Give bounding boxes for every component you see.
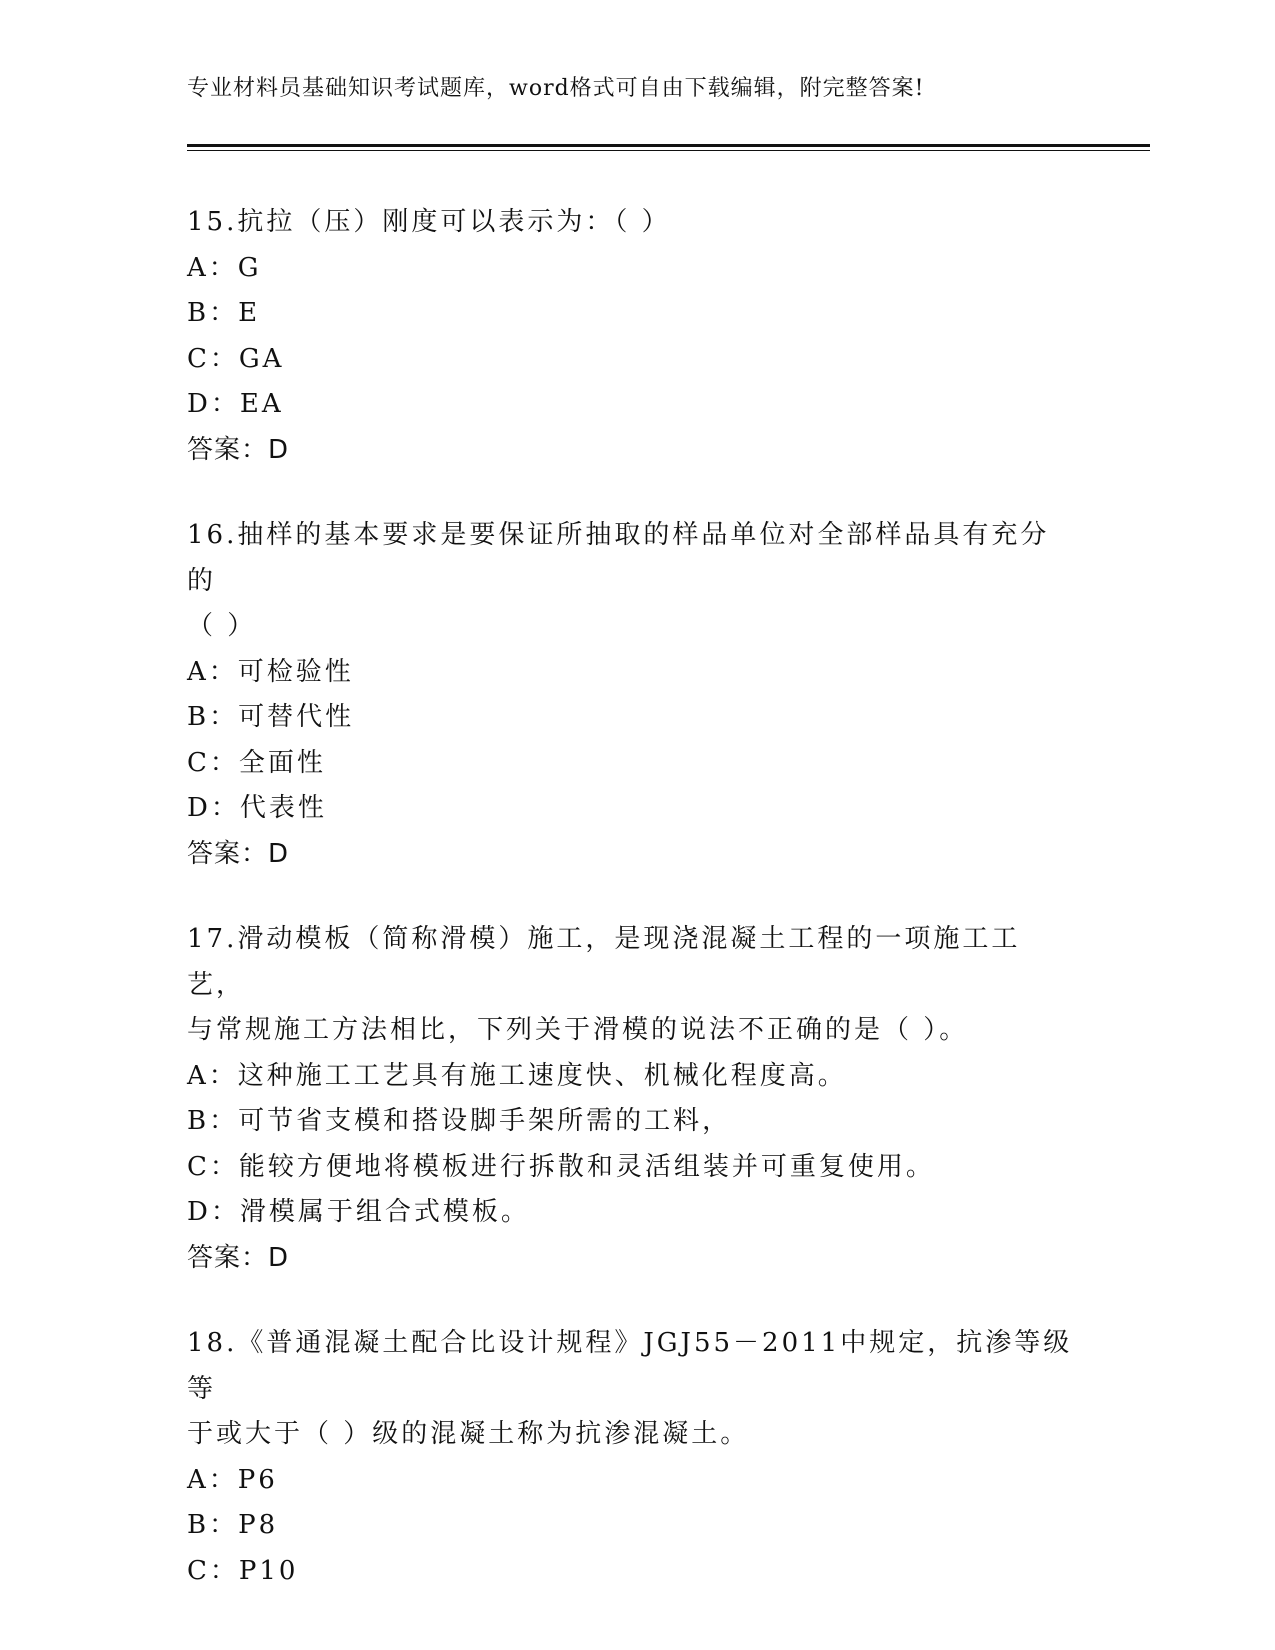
answer-label: 答案：D (187, 1242, 290, 1273)
question-list (187, 200, 1087, 1634)
option-a: A：G (187, 252, 262, 283)
option-b: B：E (187, 298, 261, 328)
question-18 (187, 1321, 1087, 1594)
option-d: D：滑模属于组合式模板。 (187, 1197, 530, 1227)
option-d: D：代表性 (187, 793, 327, 823)
option-c: C：全面性 (187, 747, 326, 778)
option-c: C：GA (187, 343, 285, 374)
question-stem: 16.抽样的基本要求是要保证所抽取的样品单位对全部样品具有充分的 (187, 520, 1050, 596)
answer-label: 答案：D (187, 838, 290, 869)
header-rule-thick (187, 144, 1150, 147)
question-stem: 18.《普通混凝土配合比设计规程》JGJ55－2011中规定，抗渗等级等 (187, 1328, 1073, 1404)
question-15 (187, 200, 1087, 473)
question-stem: 17.滑动模板（简称滑模）施工，是现浇混凝土工程的一项施工工艺， (187, 924, 1021, 1000)
question-stem: 15.抗拉（压）刚度可以表示为：（ ） (187, 207, 671, 237)
question-stem-continued: （ ） (187, 611, 257, 641)
option-a: A：可检验性 (187, 656, 354, 687)
question-stem-continued: 与常规施工方法相比，下列关于滑模的说法不正确的是（ ）。 (187, 1015, 969, 1045)
page-header: 专业材料员基础知识考试题库，word格式可自由下载编辑，附完整答案! (187, 76, 925, 101)
option-c: C：能较方便地将模板进行拆散和灵活组装并可重复使用。 (187, 1151, 935, 1182)
option-a: A：这种施工工艺具有施工速度快、机械化程度高。 (187, 1060, 847, 1091)
option-a: A：P6 (187, 1464, 278, 1495)
question-stem-continued: 于或大于（ ）级的混凝土称为抗渗混凝土。 (187, 1419, 750, 1449)
option-d: D：EA (187, 389, 284, 419)
option-b: B：P8 (187, 1510, 279, 1540)
option-c: C：P10 (187, 1555, 299, 1586)
option-b: B：可替代性 (187, 702, 355, 732)
question-16 (187, 513, 1087, 877)
answer-label: 答案：D (187, 434, 290, 465)
question-17 (187, 917, 1087, 1281)
header-rule-thin (187, 150, 1150, 151)
option-b: B：可节省支模和搭设脚手架所需的工料， (187, 1106, 732, 1136)
